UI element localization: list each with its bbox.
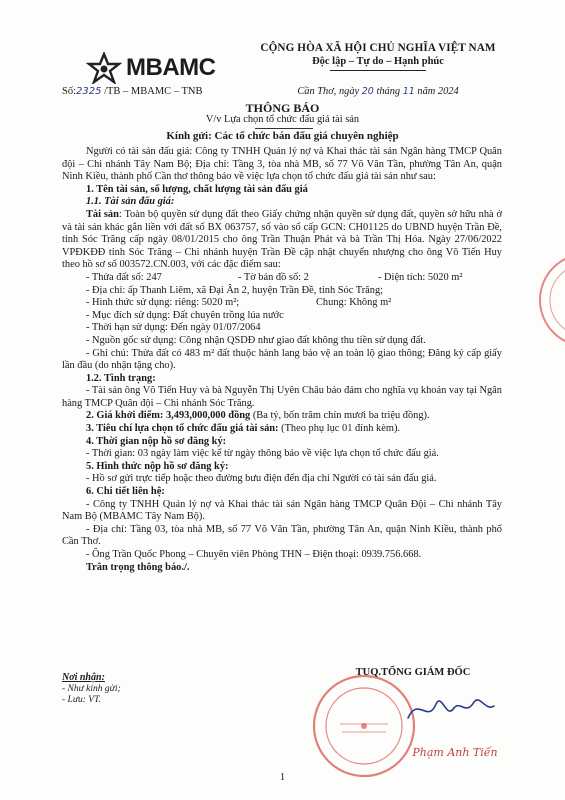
- section-5-text: - Hồ sơ gửi trực tiếp hoặc theo đường bưu điện đến địa chỉ Người có tài sản đấu giá.: [86, 473, 437, 485]
- contact-company: - Công ty TNHH Quản lý nợ và Khai thác tài sản Ngân hàng TMCP Quân Đội – Chi nhánh Tây Nam Bộ (MBAMC Tây Nam Bộ).: [62, 498, 502, 523]
- section-4-title: 4. Thời gian nộp hồ sơ đăng ký:: [86, 435, 227, 447]
- motto-underline: [330, 70, 426, 71]
- signer-name: Phạm Anh Tiến: [412, 746, 498, 759]
- recipient-item: - Lưu: VT.: [62, 695, 102, 705]
- section-1-title: 1. Tên tài sản, số lượng, chất lượng tài sản đấu giá: [86, 183, 308, 195]
- place-date: Cần Thơ, ngày 20 tháng 11 năm 2024: [297, 86, 459, 97]
- section-5-title: 5. Hình thức nộp hồ sơ đăng ký:: [86, 460, 229, 472]
- asset-paragraph: Tài sản: Toàn bộ quyền sử dụng đất theo Giấy chứng nhận quyền sử dụng đất, quyền sở hữu nhà ở và tài sản khác gắn liền với đất số BX 063757, số vào sổ cấp GCN: CH01125 do UBND huyện Trần Đề, tỉnh Sóc Trăng cấp ngày 08/01/2015 cho ông Trần Thuận Phát và bà Trần Thị Hóa. Ngày 27/06/2022 VPĐKĐĐ tỉnh Sóc Trăng – Chi nhánh huyện Trần Đề cập nhật chuyển nhượng cho ông Võ Tiến Huy theo hồ sơ số 003572.CN.003, với các đặc điểm sau:: [62, 208, 502, 271]
- subject-underline: [255, 128, 313, 129]
- purpose-line: - Mục đích sử dụng: Đất chuyên trồng lúa nước: [86, 309, 284, 321]
- address-line: - Địa chỉ: ấp Thanh Liêm, xã Đại Ân 2, huyện Trần Đề, tỉnh Sóc Trăng;: [86, 284, 384, 296]
- recipient-line: Kính gửi: Các tổ chức bán đấu giá chuyên nghiệp: [166, 130, 399, 142]
- recipient-item: - Như kính gửi;: [62, 683, 121, 694]
- status-line: - Tài sản ông Võ Tiến Huy và bà Nguyễn Thị Uyên Châu bảo đảm cho nghĩa vụ khoản vay tại Ngân hàng TMCP Quân đội – Chi nhánh Sóc Trăng.: [62, 385, 502, 409]
- intro-paragraph: Người có tài sản đấu giá: Công ty TNHH Quản lý nợ và Khai thác tài sản Ngân hàng TMCP Quân đội – Chi nhánh Tây Nam Bộ; Địa chỉ: Tầng 3, tòa nhà MB, số 77 Võ Văn Tần, phường Tân An, quận Ninh Kiều, thành phố Cần thơ thông báo về việc lựa chọn tổ chức đấu giá tài sản như sau:: [62, 146, 502, 183]
- document-body: [62, 146, 502, 574]
- document-title: THÔNG BÁO: [245, 101, 320, 115]
- star-logo-icon: [86, 52, 122, 84]
- partial-side-stamp: [538, 245, 565, 355]
- section-3-line: 3. Tiêu chí lựa chọn tổ chức đấu giá tài sản: (Theo phụ lục 01 đính kèm).: [86, 423, 401, 435]
- handwritten-signature: [400, 690, 500, 730]
- document-number: Số:2325 /TB – MBAMC – TNB: [62, 86, 203, 97]
- signature-title: TUQ.TỔNG GIÁM ĐỐC: [355, 667, 471, 678]
- logo-text: MBAMC: [126, 54, 216, 81]
- section-2-line: 2. Giá khởi điểm: 3,493,000,000 đồng (Ba tỷ, bốn trăm chín mươi ba triệu đồng).: [86, 410, 430, 422]
- lot-row: - Thửa đất số: 247 - Tờ bản đồ số: 2 - Diện tích: 5020 m²: [86, 271, 463, 283]
- closing-line: Trân trọng thông báo./.: [86, 561, 190, 573]
- section-1-2-title: 1.2. Tình trạng:: [86, 372, 156, 384]
- recipients-heading: Nơi nhận: [62, 672, 102, 683]
- page-number: 1: [279, 772, 286, 783]
- contact-person: - Ông Trần Quốc Phong – Chuyên viên Phòng THN – Điện thoại: 0939.756.668.: [86, 549, 422, 560]
- national-motto: Độc lập – Tự do – Hạnh phúc: [312, 56, 444, 67]
- document-subject: V/v Lựa chọn tổ chức đấu giá tài sản: [205, 114, 360, 125]
- origin-line: - Nguồn gốc sử dụng: Công nhận QSDĐ như giao đất không thu tiền sử dụng đất.: [86, 334, 426, 346]
- section-4-text: - Thời gian: 03 ngày làm việc kể từ ngày thông báo về việc lựa chọn tổ chức đấu giá.: [86, 448, 439, 460]
- contact-address: - Địa chỉ: Tầng 03, tòa nhà MB, số 77 Võ Văn Tần, phường Tân An, quận Ninh Kiều, thành phố Cần Thơ.: [62, 523, 502, 548]
- term-line: - Thời hạn sử dụng: Đến ngày 01/07/2064: [86, 322, 261, 334]
- use-form-row: - Hình thức sử dụng: riêng: 5020 m²; Chung: Không m²: [86, 297, 392, 309]
- section-1-1-title: 1.1. Tài sản đấu giá:: [86, 196, 175, 208]
- mbamc-logo: [86, 52, 256, 84]
- section-6-title: 6. Chi tiết liên hệ:: [86, 486, 165, 498]
- national-title: CỘNG HÒA XÃ HỘI CHỦ NGHĨA VIỆT NAM: [260, 42, 496, 54]
- recipients-block: Nơi nhận: - Như kính gửi; - Lưu: VT.: [62, 672, 121, 705]
- note-line: - Ghi chú: Thửa đất có 483 m² đất thuộc hành lang bảo vệ an toàn lộ giao thông; Đăng ký cấp giấy lần đầu (do nhận tặng cho).: [62, 347, 502, 372]
